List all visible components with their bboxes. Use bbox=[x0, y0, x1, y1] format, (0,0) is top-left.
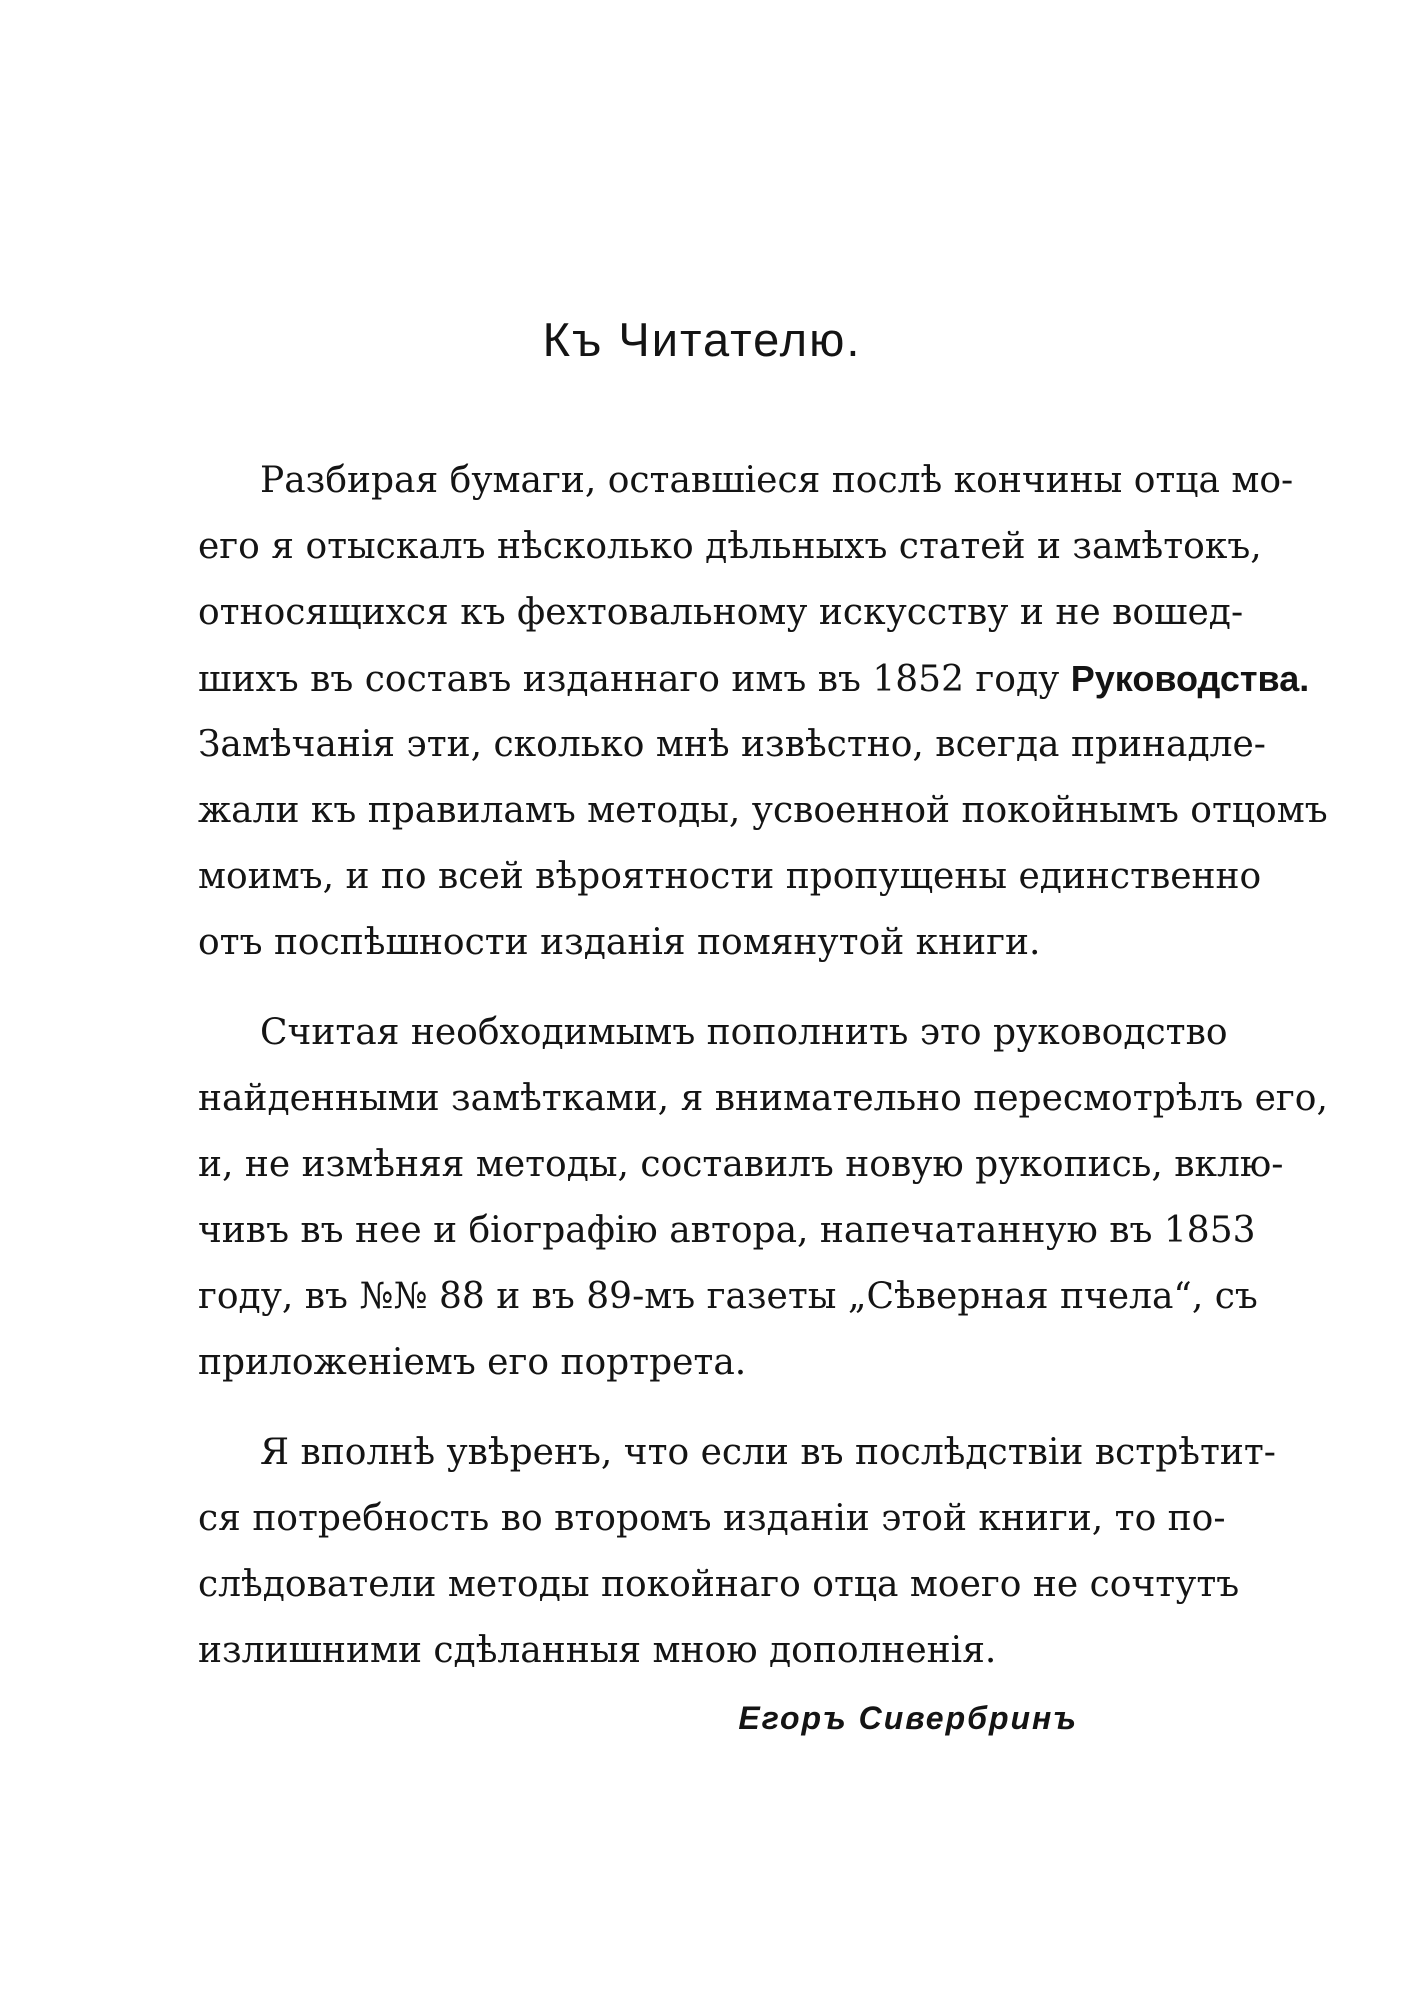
text-line: приложеніемъ его портрета. bbox=[198, 1342, 747, 1383]
text-line: слѣдователи методы покойнаго отца моего не сочтутъ bbox=[198, 1564, 1240, 1605]
text-line: ся потребность во второмъ изданіи этой книги, то по- bbox=[198, 1498, 1226, 1539]
emphasis-word: Руководства. bbox=[1070, 658, 1310, 699]
paragraph-3 bbox=[198, 1420, 1276, 1684]
paragraph-1 bbox=[198, 448, 1328, 976]
author-signature: Егоръ Сивербринъ bbox=[738, 1700, 1078, 1736]
text-line: чивъ въ нее и біографію автора, напечатанную въ 1853 bbox=[198, 1210, 1256, 1251]
text-line: Я вполнѣ увѣренъ, что если въ послѣдствіи встрѣтит- bbox=[260, 1432, 1276, 1473]
text-line-with-emphasis bbox=[198, 646, 1310, 712]
text-line: относящихся къ фехтовальному искусству и не вошед- bbox=[198, 592, 1244, 633]
text-line: Считая необходимымъ пополнить это руководство bbox=[260, 1012, 1228, 1053]
paragraph-2 bbox=[198, 1000, 1328, 1396]
text-line: излишними сдѣланныя мною дополненія. bbox=[198, 1630, 997, 1671]
text-line: Разбирая бумаги, оставшіеся послѣ кончины отца мо- bbox=[260, 460, 1294, 501]
preface-text bbox=[198, 448, 1328, 1684]
text-line: жали къ правиламъ методы, усвоенной покойнымъ отцомъ bbox=[198, 790, 1328, 831]
text-line: его я отыскалъ нѣсколько дѣльныхъ статей и замѣтокъ, bbox=[198, 526, 1262, 567]
text-line: Замѣчанія эти, сколько мнѣ извѣстно, всегда принадле- bbox=[198, 724, 1266, 765]
text-line: моимъ, и по всей вѣроятности пропущены единственно bbox=[198, 856, 1262, 897]
text-line: году, въ №№ 88 и въ 89-мъ газеты „Сѣверная пчела“, съ bbox=[198, 1276, 1258, 1317]
text-line: найденными замѣтками, я внимательно пересмотрѣлъ его, bbox=[198, 1078, 1328, 1119]
page-title: Къ Читателю. bbox=[542, 313, 862, 366]
text-line: отъ поспѣшности изданія помянутой книги. bbox=[198, 922, 1041, 963]
text-line: и, не измѣняя методы, составилъ новую рукопись, вклю- bbox=[198, 1144, 1284, 1185]
text-line-part: шихъ въ составъ изданнаго имъ въ 1852 году bbox=[198, 659, 1060, 700]
